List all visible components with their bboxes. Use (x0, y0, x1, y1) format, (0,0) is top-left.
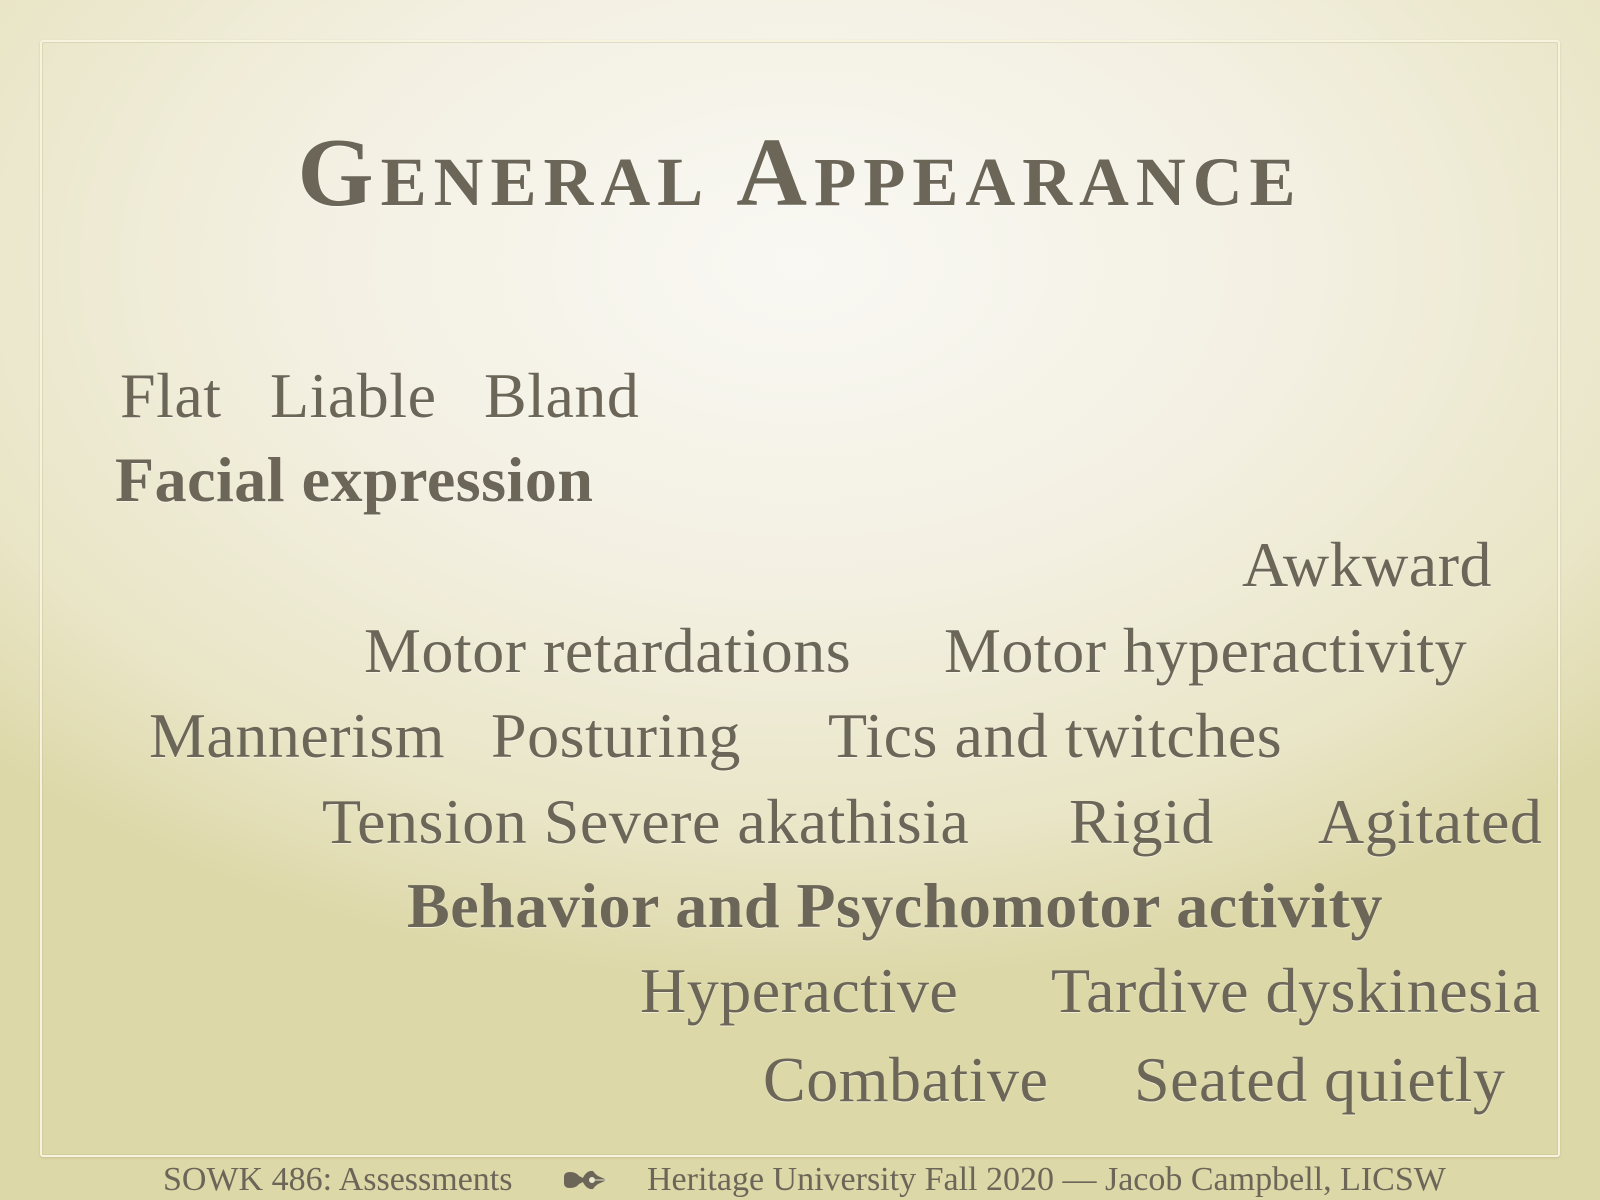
word-tension-severe-akathisia: Tension Severe akathisia (322, 786, 970, 857)
word-tics-and-twitches: Tics and twitches (828, 700, 1283, 771)
word-combative: Combative (763, 1044, 1049, 1115)
slide-title: General Appearance (297, 119, 1303, 227)
word-agitated: Agitated (1318, 786, 1543, 857)
word-awkward: Awkward (1242, 529, 1492, 600)
word-seated-quietly: Seated quietly (1134, 1044, 1506, 1115)
word-mannerism: Mannerism (149, 700, 445, 771)
pen-nib-icon (562, 1168, 610, 1192)
word-posturing: Posturing (491, 700, 741, 771)
heading-behavior-psychomotor: Behavior and Psychomotor activity (407, 870, 1383, 941)
word-flat: Flat (120, 360, 222, 431)
word-tardive-dyskinesia: Tardive dyskinesia (1051, 955, 1541, 1026)
word-hyperactive: Hyperactive (640, 955, 959, 1026)
footer-course: SOWK 486: Assessments (163, 1161, 513, 1198)
slide-footer (0, 1160, 1600, 1200)
word-rigid: Rigid (1069, 786, 1214, 857)
footer-credit: Heritage University Fall 2020 — Jacob Campbell, LICSW (647, 1161, 1446, 1198)
heading-facial-expression: Facial expression (115, 444, 594, 515)
word-liable: Liable (270, 360, 437, 431)
word-motor-hyperactivity: Motor hyperactivity (944, 615, 1468, 686)
word-bland: Bland (484, 360, 640, 431)
word-motor-retardations: Motor retardations (364, 615, 852, 686)
